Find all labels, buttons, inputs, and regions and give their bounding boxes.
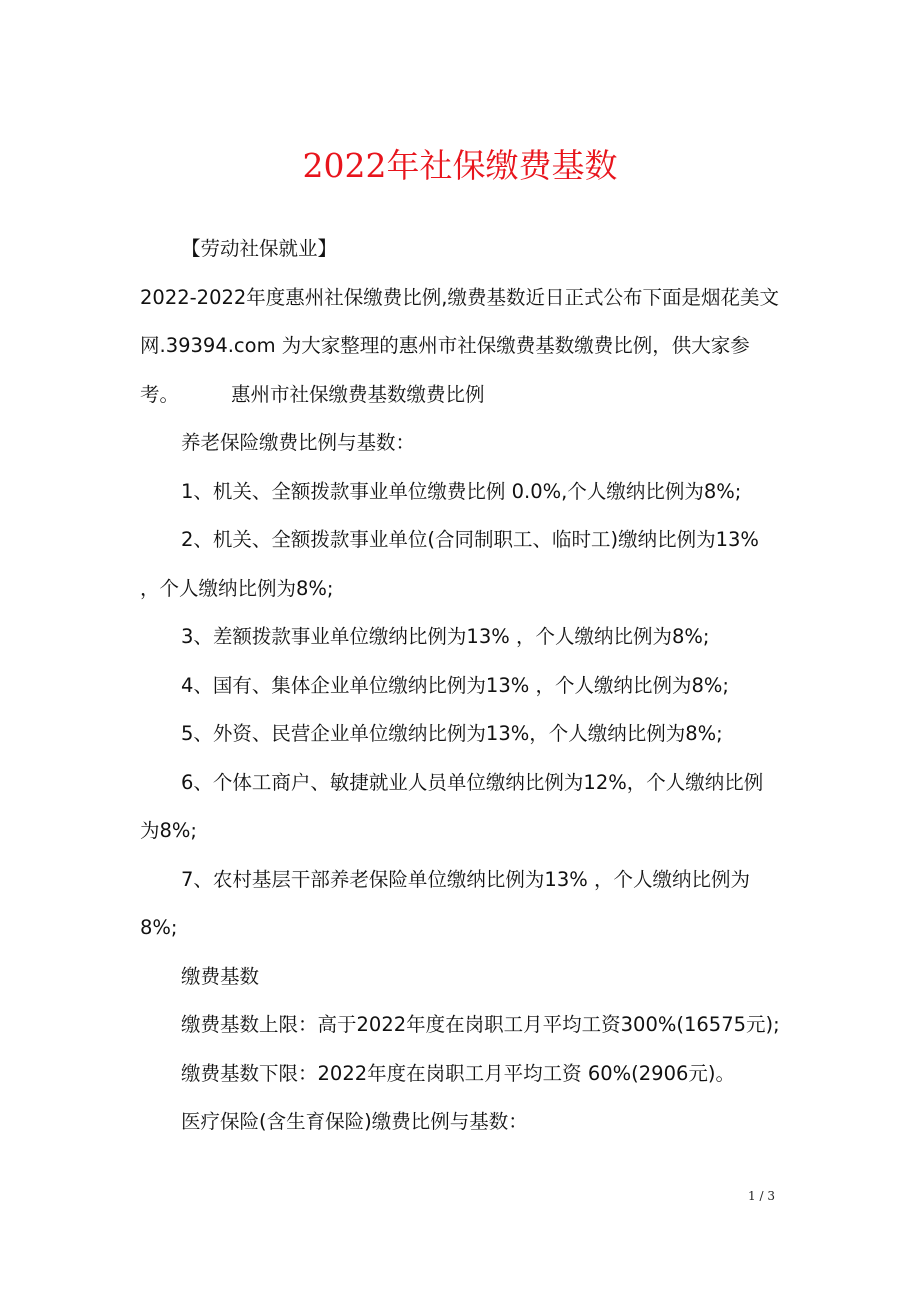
list-item: 7、农村基层干部养老保险单位缴纳比例为13% ，个人缴纳比例为8%;	[140, 867, 750, 939]
base-heading: 缴费基数	[181, 964, 260, 988]
intro-text: 2022-2022年度惠州社保缴费比例,缴费基数近日正式公布下面是烟花美文网.39394.com 为大家整理的惠州市社保缴费基数缴费比例，供大家参考。	[140, 285, 779, 406]
category-label: 【劳动社保就业】	[181, 237, 338, 260]
base-upper-limit: 缴费基数上限：高于2022年度在岗职工月平均工资300%(16575元);	[181, 1013, 780, 1036]
page-number: 1 / 3	[748, 1189, 775, 1203]
base-lower-limit: 缴费基数下限：2022年度在岗职工月平均工资 60%(2906元)。	[181, 1061, 736, 1085]
pension-heading: 养老保险缴费比例与基数：	[181, 431, 416, 454]
list-item: 6、个体工商户、敏捷就业人员单位缴纳比例为12%，个人缴纳比例为8%;	[140, 770, 764, 842]
medical-heading: 医疗保险(含生育保险)缴费比例与基数：	[181, 1110, 528, 1133]
list-item: 4、国有、集体企业单位缴纳比例为13% ，个人缴纳比例为8%;	[181, 673, 729, 697]
page-title: 2022年社保缴费基数	[302, 146, 618, 185]
intro-subtitle: 惠州市社保缴费基数缴费比例	[231, 382, 485, 406]
list-item: 2、机关、全额拨款事业单位(合同制职工、临时工)缴纳比例为13% ，个人缴纳比例为8%;	[140, 528, 759, 600]
list-item: 3、差额拨款事业单位缴纳比例为13% ，个人缴纳比例为8%;	[181, 625, 710, 648]
intro-paragraph	[140, 274, 780, 420]
document-body	[140, 225, 780, 1147]
list-item: 5、外资、民营企业单位缴纳比例为13%，个人缴纳比例为8%;	[181, 722, 723, 745]
list-item: 1、机关、全额拨款事业单位缴费比例 0.0%,个人缴纳比例为8%;	[181, 479, 742, 503]
